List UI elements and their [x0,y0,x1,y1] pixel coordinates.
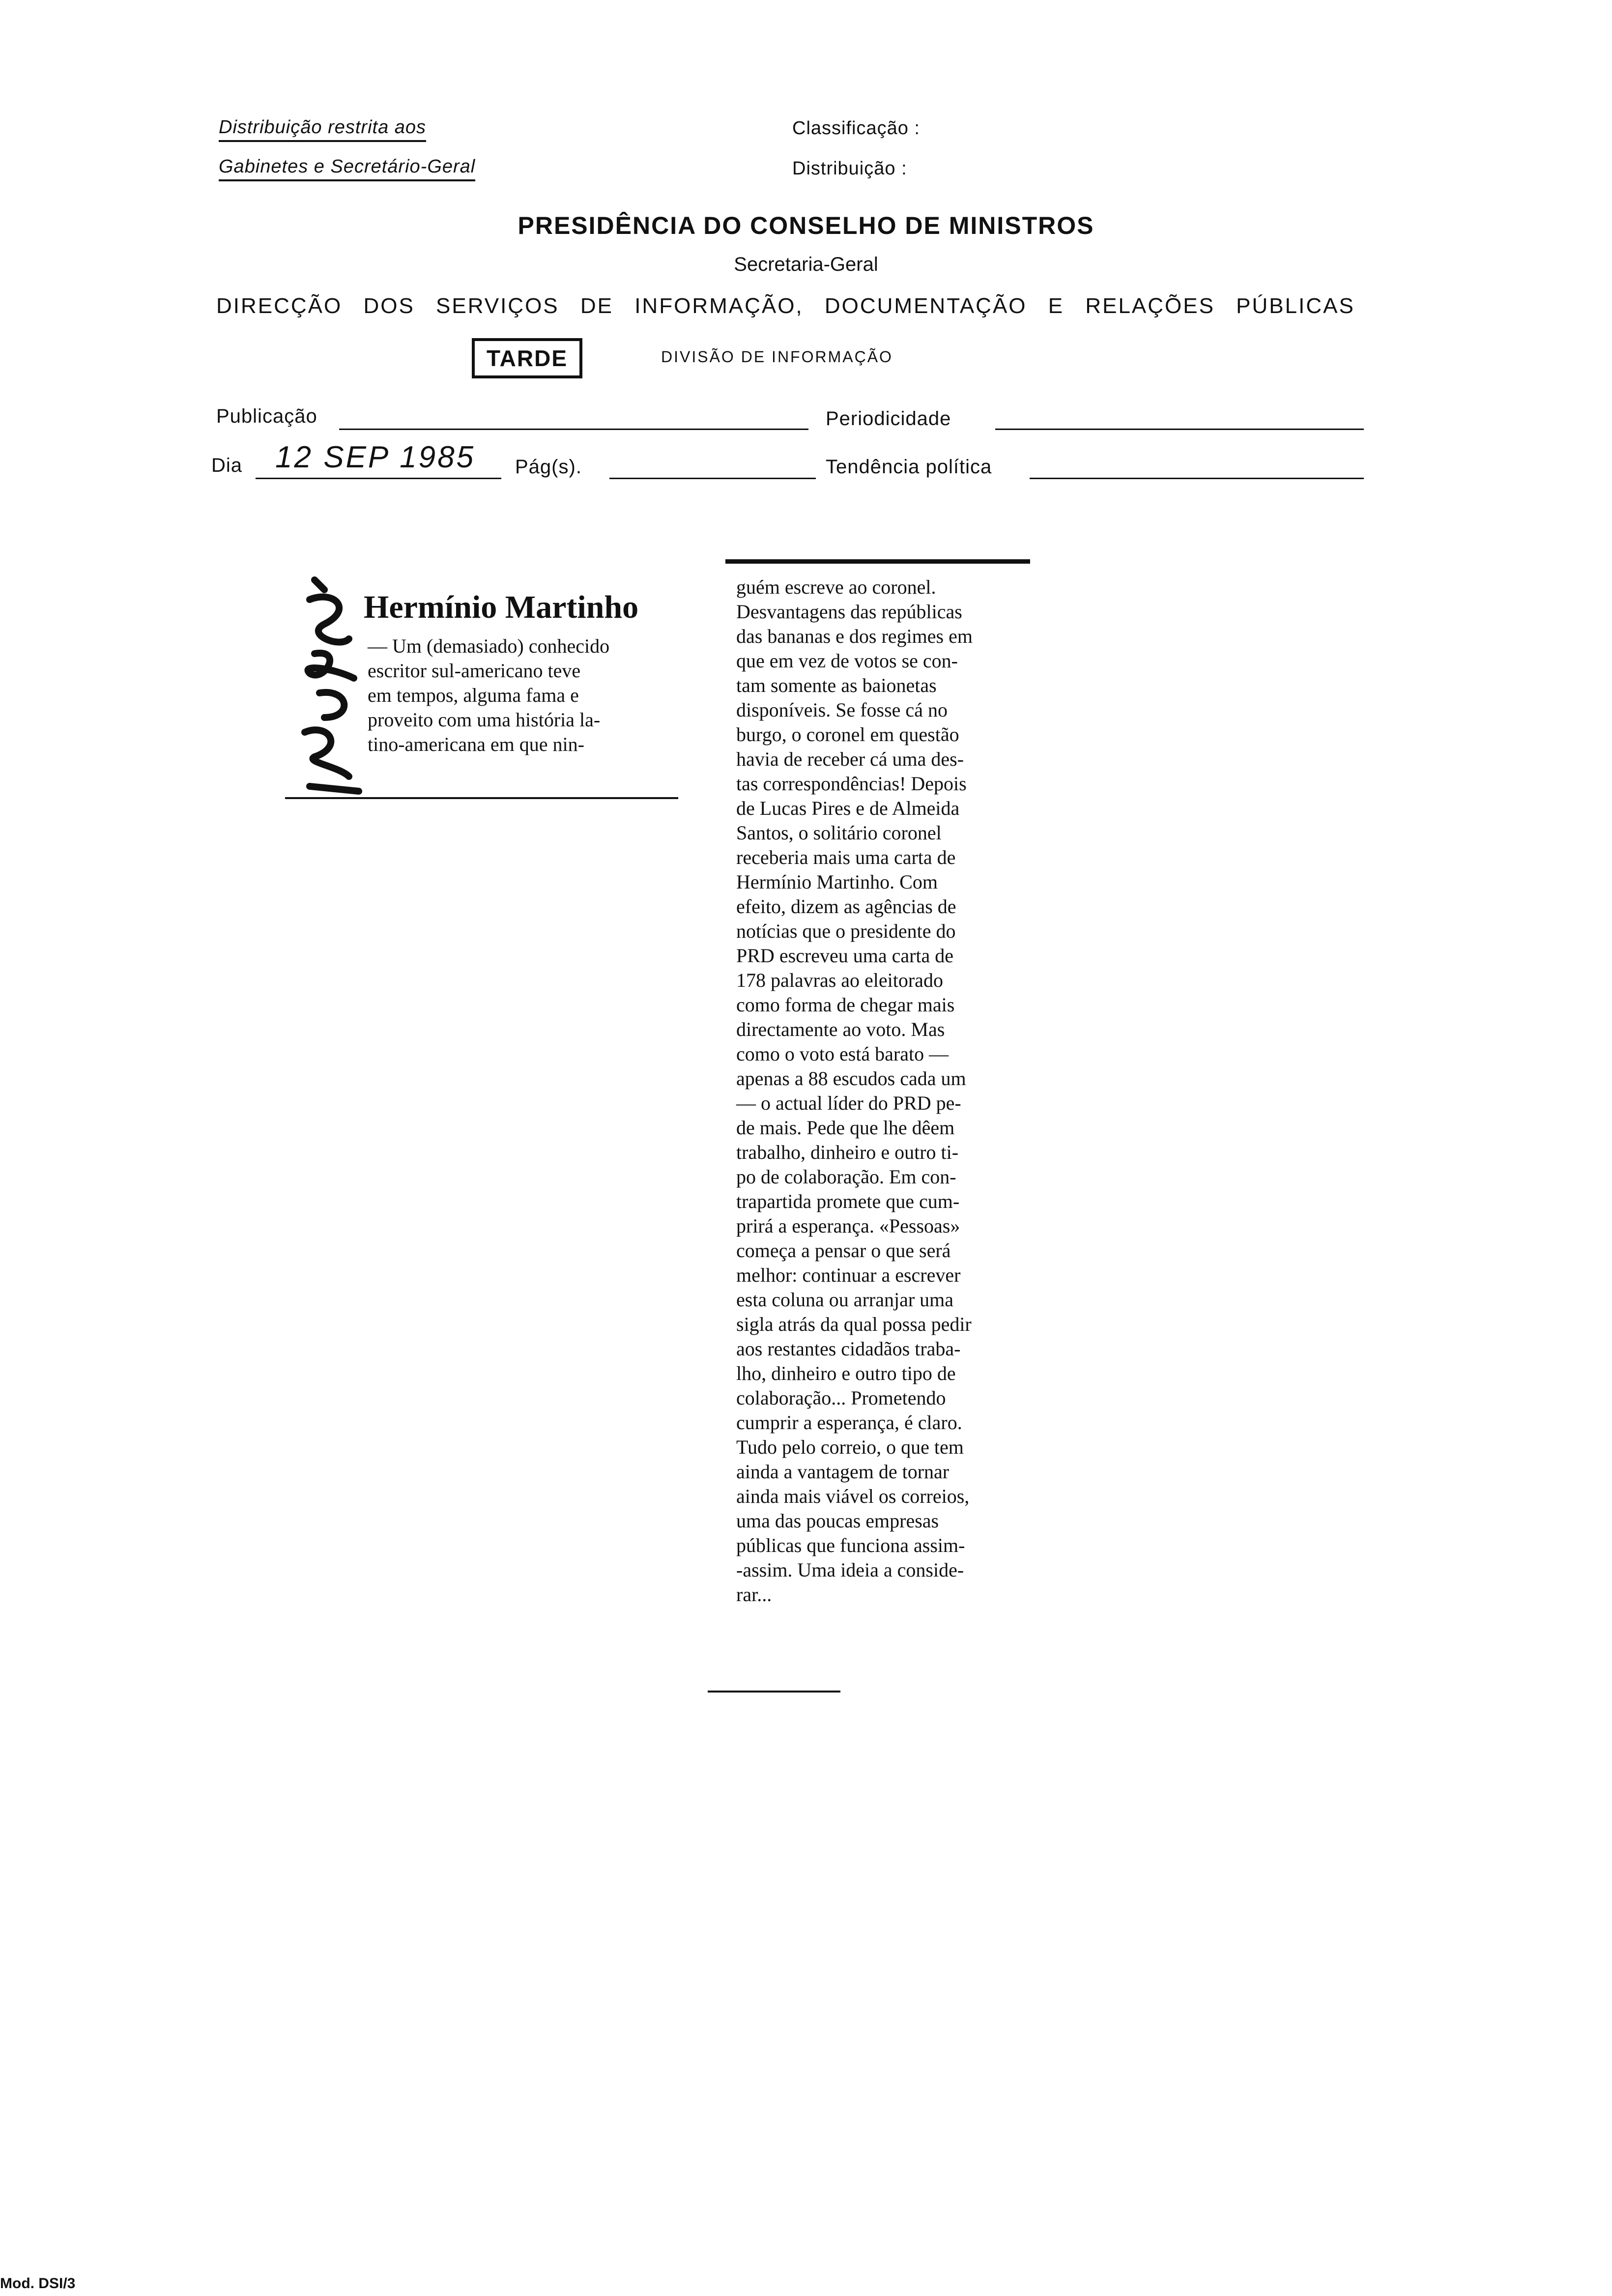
column-2-top-rule [725,559,1030,564]
col2-line: havia de receber cá uma des- [736,748,964,770]
col2-line: aos restantes cidadãos traba- [736,1338,961,1360]
col2-line: directamente ao voto. Mas [736,1018,945,1040]
handwritten-signature-mark [295,570,374,801]
divisao-label: DIVISÃO DE INFORMAÇÃO [661,348,893,366]
article-column-1 [368,634,658,757]
col2-line: po de colaboração. Em con- [736,1166,956,1188]
col2-line: notícias que o presidente do [736,920,956,942]
classificacao-label: Classificação : [792,118,920,139]
col2-line: uma das poucas empresas [736,1510,939,1532]
tendencia-blank-line [1030,478,1364,479]
dia-blank-line [256,478,501,479]
col2-line: apenas a 88 escudos cada um [736,1067,966,1090]
col1-line: tino-americana em que nin- [368,733,584,755]
col2-line: prirá a esperança. «Pessoas» [736,1215,960,1237]
col1-line: proveito com uma história la- [368,709,601,731]
col2-line: guém escreve ao coronel. [736,576,936,598]
col2-line: colaboração... Prometendo [736,1387,946,1409]
secretaria-heading: Secretaria-Geral [734,254,878,275]
dia-label: Dia [211,455,243,476]
col2-line: que em vez de votos se con- [736,650,958,672]
form-model-label: Mod. DSI/3 [0,2275,76,2292]
restricted-distribution-line1: Distribuição restrita aos [219,117,426,142]
col2-line: esta coluna ou arranjar uma [736,1289,954,1311]
col2-line: de mais. Pede que lhe dêem [736,1117,955,1139]
column-1-bottom-rule [285,797,678,799]
col2-line: — o actual líder do PRD pe- [736,1092,961,1114]
col2-line: 178 palavras ao eleitorado [736,969,943,991]
periodicidade-blank-line [995,429,1364,430]
tendencia-label: Tendência política [826,456,992,478]
pag-blank-line [609,478,816,479]
col1-line: em tempos, alguma fama e [368,684,579,706]
col2-line: começa a pensar o que será [736,1239,951,1262]
col2-line: Santos, o solitário coronel [736,822,942,844]
col2-line: Tudo pelo correio, o que tem [736,1436,964,1458]
column-2-bottom-rule [708,1691,840,1693]
periodicidade-label: Periodicidade [826,408,951,430]
distribuicao-label: Distribuição : [792,158,907,179]
col2-line: de Lucas Pires e de Almeida [736,797,960,819]
col2-line: burgo, o coronel em questão [736,723,959,746]
col2-line: receberia mais uma carta de [736,846,956,868]
direccao-heading: DIRECÇÃO DOS SERVIÇOS DE INFORMAÇÃO, DOCUMENTAÇÃO E RELAÇÕES PÚBLICAS [216,294,1355,318]
tarde-stamp: TARDE [472,338,582,378]
col2-line: sigla atrás da qual possa pedir [736,1313,972,1335]
col2-line: trabalho, dinheiro e outro ti- [736,1141,959,1163]
col2-line: como forma de chegar mais [736,994,955,1016]
col2-line: tas correspondências! Depois [736,773,967,795]
presidencia-heading: PRESIDÊNCIA DO CONSELHO DE MINISTROS [518,212,1094,239]
col2-line: como o voto está barato — [736,1043,949,1065]
col2-line: ainda mais viável os correios, [736,1485,970,1507]
col1-line: — Um (demasiado) conhecido [368,635,610,657]
col2-line: disponíveis. Se fosse cá no [736,699,948,721]
publicacao-label: Publicação [216,405,317,427]
col2-line: tam somente as baionetas [736,674,937,696]
col2-line: lho, dinheiro e outro tipo de [736,1362,956,1384]
col2-line: melhor: continuar a escrever [736,1264,961,1286]
col2-line: -assim. Uma ideia a conside- [736,1559,964,1581]
col2-line: Desvantagens das repúblicas [736,601,962,623]
col2-line: rar... [736,1583,772,1606]
article-title: Hermínio Martinho [364,589,639,625]
col2-line: trapartida promete que cum- [736,1190,960,1212]
col1-line: escritor sul-americano teve [368,660,581,682]
col2-line: cumprir a esperança, é claro. [736,1411,962,1434]
pag-label: Pág(s). [515,456,582,478]
dia-date-value: 12 SEP 1985 [275,440,476,474]
col2-line: das bananas e dos regimes em [736,625,973,647]
article-column-2 [736,575,1030,1607]
publicacao-blank-line [339,429,808,430]
col2-line: efeito, dizem as agências de [736,895,956,918]
col2-line: ainda a vantagem de tornar [736,1461,950,1483]
col2-line: públicas que funciona assim- [736,1534,965,1556]
col2-line: PRD escreveu uma carta de [736,945,954,967]
restricted-distribution-line2: Gabinetes e Secretário-Geral [219,156,475,181]
col2-line: Hermínio Martinho. Com [736,871,938,893]
